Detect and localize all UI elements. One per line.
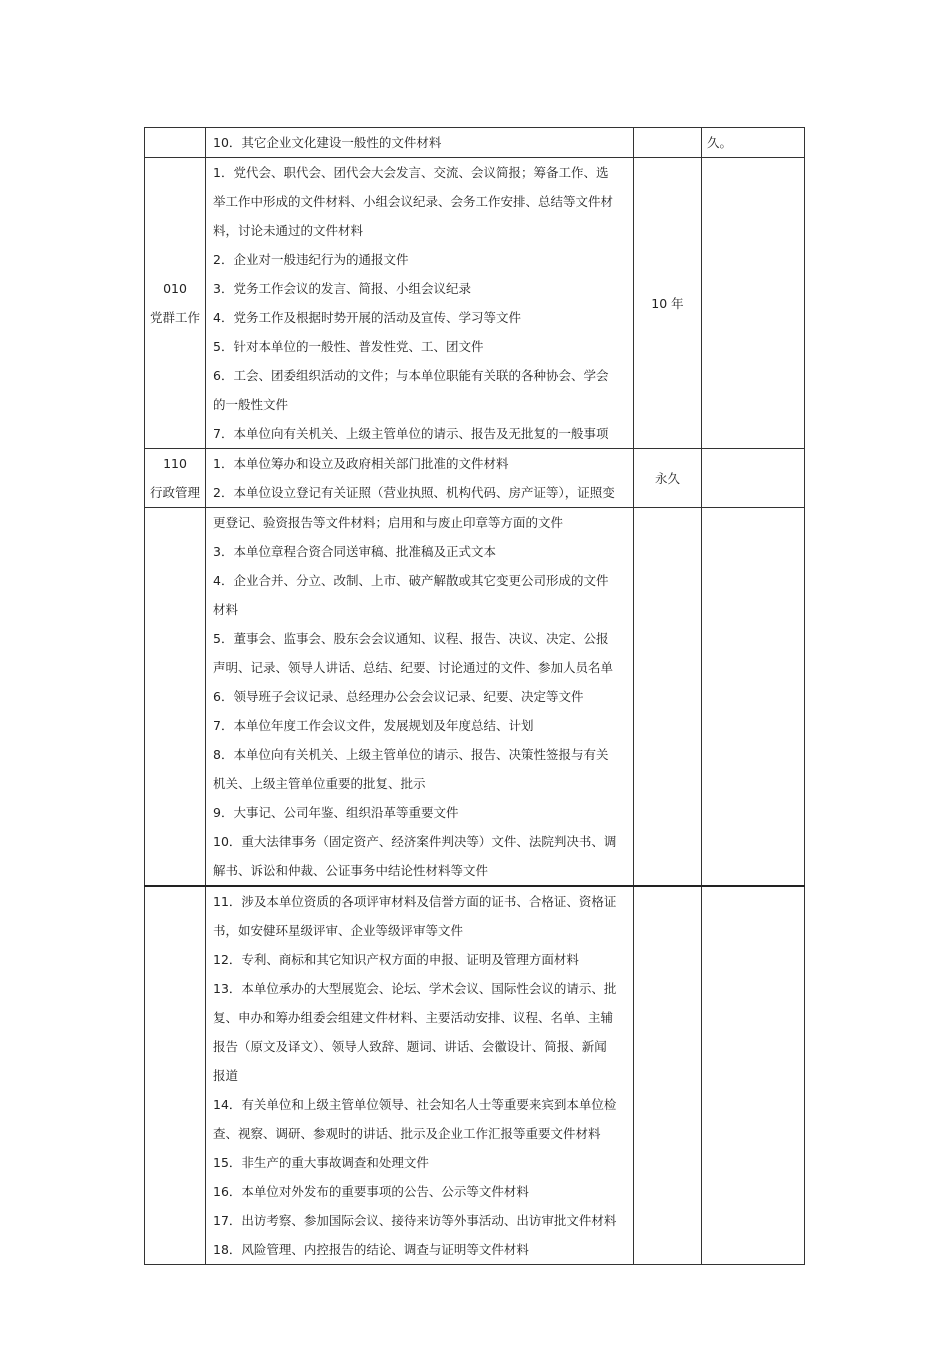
category-name: 党群工作 xyxy=(149,310,200,325)
item-line: 解书、诉讼和仲裁、公证事务中结论性材料等文件 xyxy=(213,863,489,878)
item-line: 1．党代会、职代会、团代会大会发言、交流、会议简报；筹备工作、选 xyxy=(213,165,609,180)
item-line: 8．本单位向有关机关、上级主管单位的请示、报告、决策性签报与有关 xyxy=(213,747,609,762)
item-line: 2．企业对一般违纪行为的通报文件 xyxy=(213,252,409,267)
item-line: 7．本单位年度工作会议文件，发展规划及年度总结、计划 xyxy=(213,718,534,733)
item-line: 材料 xyxy=(213,602,239,617)
item-line: 11．涉及本单位资质的各项评审材料及信誉方面的证书、合格证、资格证 xyxy=(213,894,617,909)
item-line: 18．风险管理、内控报告的结论、调查与证明等文件材料 xyxy=(213,1242,529,1257)
item-line: 6．工会、团委组织活动的文件；与本单位职能有关联的各种协会、学会 xyxy=(213,368,609,383)
table-row xyxy=(145,449,805,508)
note-cell xyxy=(702,158,805,449)
item-line: 举工作中形成的文件材料、小组会议纪录、会务工作安排、总结等文件材 xyxy=(213,194,614,209)
retention-period-cell: 10 年 xyxy=(634,158,702,449)
category-code: 110 xyxy=(163,456,187,471)
item-line: 3．本单位章程合资合同送审稿、批准稿及正式文本 xyxy=(213,544,496,559)
item-line: 12．专利、商标和其它知识产权方面的申报、证明及管理方面材料 xyxy=(213,952,579,967)
items-cell xyxy=(206,158,634,449)
retention-period-cell xyxy=(634,886,702,1265)
item-line: 7．本单位向有关机关、上级主管单位的请示、报告及无批复的一般事项 xyxy=(213,426,609,441)
item-line: 4．党务工作及根据时势开展的活动及宣传、学习等文件 xyxy=(213,310,521,325)
retention-period-cell xyxy=(634,508,702,887)
item-line: 13．本单位承办的大型展览会、论坛、学术会议、国际性会议的请示、批 xyxy=(213,981,617,996)
item-line: 查、视察、调研、参观时的讲话、批示及企业工作汇报等重要文件材料 xyxy=(213,1126,601,1141)
item-line: 报告（原文及译文）、领导人致辞、题词、讲话、会徽设计、简报、新闻 xyxy=(213,1039,607,1054)
table-body xyxy=(145,128,805,1265)
retention-schedule-table xyxy=(144,127,805,1265)
retention-period-cell: 永久 xyxy=(634,449,702,508)
item-line: 书，如安健环星级评审、企业等级评审等文件 xyxy=(213,923,464,938)
item-line: 10．重大法律事务（固定资产、经济案件判决等）文件、法院判决书、调 xyxy=(213,834,617,849)
category-cell xyxy=(145,886,206,1265)
items-cell xyxy=(206,449,634,508)
item-line: 的一般性文件 xyxy=(213,397,289,412)
category-name: 行政管理 xyxy=(149,485,200,500)
item-line: 5．针对本单位的一般性、普发性党、工、团文件 xyxy=(213,339,484,354)
item-line: 更登记、验资报告等文件材料；启用和与废止印章等方面的文件 xyxy=(213,515,564,530)
item-line: 17．出访考察、参加国际会议、接待来访等外事活动、出访审批文件材料 xyxy=(213,1213,617,1228)
category-cell xyxy=(145,508,206,887)
note-cell xyxy=(702,508,805,887)
items-cell xyxy=(206,128,634,158)
item-line: 2．本单位设立登记有关证照（营业执照、机构代码、房产证等），证照变 xyxy=(213,485,615,500)
item-line: 14．有关单位和上级主管单位领导、社会知名人士等重要来宾到本单位检 xyxy=(213,1097,617,1112)
category-cell xyxy=(145,449,206,508)
item-line: 4．企业合并、分立、改制、上市、破产解散或其它变更公司形成的文件 xyxy=(213,573,609,588)
item-line: 声明、记录、领导人讲话、总结、纪要、讨论通过的文件、参加人员名单 xyxy=(213,660,614,675)
item-line: 10．其它企业文化建设一般性的文件材料 xyxy=(213,135,442,150)
table-row xyxy=(145,158,805,449)
table-row xyxy=(145,886,805,1265)
category-cell xyxy=(145,158,206,449)
item-line: 机关、上级主管单位重要的批复、批示 xyxy=(213,776,426,791)
table-row xyxy=(145,508,805,887)
item-line: 5．董事会、监事会、股东会会议通知、议程、报告、决议、决定、公报 xyxy=(213,631,609,646)
category-code: 010 xyxy=(163,281,187,296)
note-cell xyxy=(702,886,805,1265)
item-line: 15．非生产的重大事故调查和处理文件 xyxy=(213,1155,429,1170)
item-line: 3．党务工作会议的发言、简报、小组会议纪录 xyxy=(213,281,471,296)
items-cell xyxy=(206,886,634,1265)
item-line: 6．领导班子会议记录、总经理办公会会议记录、纪要、决定等文件 xyxy=(213,689,584,704)
item-line: 报道 xyxy=(213,1068,239,1083)
item-line: 料，讨论未通过的文件材料 xyxy=(213,223,364,238)
item-line: 1．本单位筹办和设立及政府相关部门批准的文件材料 xyxy=(213,456,509,471)
note-cell xyxy=(702,449,805,508)
retention-period-cell xyxy=(634,128,702,158)
item-line: 9．大事记、公司年鉴、组织沿革等重要文件 xyxy=(213,805,459,820)
item-line: 复、申办和筹办组委会组建文件材料、主要活动安排、议程、名单、主辅 xyxy=(213,1010,614,1025)
items-cell xyxy=(206,508,634,887)
item-line: 16．本单位对外发布的重要事项的公告、公示等文件材料 xyxy=(213,1184,529,1199)
category-cell xyxy=(145,128,206,158)
table-row xyxy=(145,128,805,158)
note-cell: 久。 xyxy=(702,128,805,158)
